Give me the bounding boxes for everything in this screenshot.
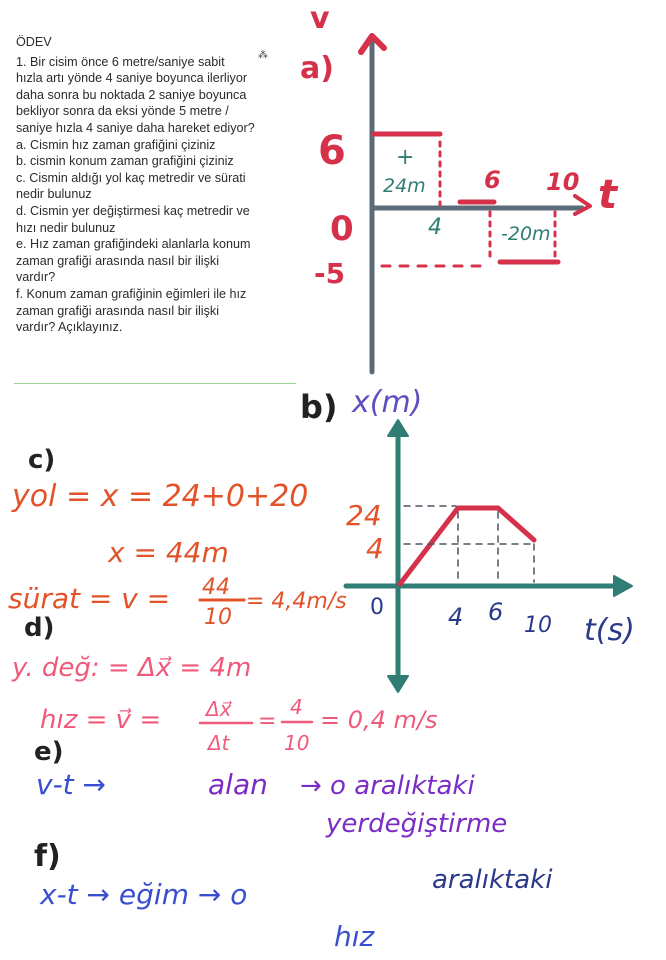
x-axis-label: x(m): [352, 385, 423, 420]
x-tick-10: 10: [546, 168, 580, 196]
c-line-3-result: = 4,4m/s: [246, 589, 347, 614]
question-line: 1. Bir cisim önce 6 metre/saniye sabit: [16, 54, 225, 69]
part-f-label: f): [34, 839, 61, 874]
homework-title: ÖDEV: [16, 35, 52, 49]
c-fraction-numerator: 44: [202, 575, 230, 600]
y-tick-4: 4: [366, 532, 384, 565]
x-tick-10: 10: [524, 613, 552, 638]
pin-mark-icon: ⁂: [258, 50, 268, 61]
y-tick-24: 24: [346, 499, 382, 532]
y-tick-6: 6: [318, 128, 346, 174]
t-axis-label: t(s): [584, 613, 635, 648]
d-line-1: y. değ: = Δx⃗ = 4m: [12, 653, 252, 683]
question-line: zaman grafiği arasında nasıl bir ilişki: [16, 253, 219, 268]
part-d-solution: [11, 613, 438, 755]
y-tick-0: 0: [330, 209, 354, 249]
position-curve: [400, 508, 534, 584]
f-line-2: hız: [334, 920, 375, 953]
t-axis-arrow-icon: [575, 196, 590, 214]
c-fraction-denominator: 10: [204, 605, 232, 630]
part-b-label: b): [300, 388, 338, 426]
x-tick-6: 6: [484, 166, 501, 194]
question-line: c. Cismin aldığı yol kaç metredir ve sürati: [16, 170, 246, 185]
f-aralik: aralıktaki: [432, 865, 553, 895]
question-line: b. cismin konum zaman grafiğini çiziniz: [16, 154, 234, 169]
part-c-solution: [8, 445, 347, 630]
c-line-2: x = 44m: [108, 536, 229, 569]
part-d-label: d): [24, 613, 55, 643]
y-tick-minus5: -5: [314, 257, 346, 290]
x-tick-0: 0: [370, 595, 384, 620]
d-fraction2-denominator: 10: [284, 731, 310, 755]
position-time-graph: [300, 385, 635, 692]
x-tick-4: 4: [428, 215, 442, 240]
d-fraction-denominator: Δt: [208, 731, 230, 755]
part-e-solution: [34, 737, 507, 839]
question-line: vardır?: [16, 270, 56, 285]
question-line: hızı nedir bulunuz: [16, 220, 116, 235]
area-negative: -20m: [501, 223, 551, 245]
question-line: bekliyor sonra da eksi yönde 5 metre /: [16, 104, 229, 119]
question-line: hızla artı yönde 4 saniye boyunca ilerliyor: [16, 71, 248, 86]
right-arrow-icon: [614, 576, 632, 596]
c-line-3: sürat = v =: [8, 582, 171, 615]
d-fraction2-numerator: 4: [290, 695, 303, 719]
t-axis-label: t: [598, 172, 618, 218]
plus-sign: +: [396, 145, 415, 170]
question-line: vardır? Açıklayınız.: [16, 320, 123, 335]
e-line-1: v-t →: [36, 768, 107, 801]
area-positive: 24m: [383, 175, 426, 197]
up-arrow-icon: [388, 420, 408, 436]
d-line-2-result: = 0,4 m/s: [320, 706, 438, 734]
down-arrow-icon: [388, 676, 408, 692]
part-c-label: c): [28, 445, 56, 475]
question-line: nedir bulunuz: [16, 187, 92, 202]
e-line-2: yerdeğiştirme: [326, 809, 508, 839]
x-tick-4: 4: [448, 603, 464, 631]
velocity-time-graph: [300, 1, 619, 372]
part-f-solution: [34, 839, 553, 953]
d-line-2: hız = v⃗ =: [40, 705, 162, 735]
question-line: e. Hız zaman grafiğindeki alanlarla konum: [16, 237, 251, 252]
question-line: a. Cismin hız zaman grafiğini çiziniz: [16, 137, 216, 152]
v-axis-label: v: [310, 1, 330, 36]
question-line: d. Cismin yer değiştirmesi kaç metredir ve: [16, 203, 250, 218]
question-line: daha sonra bu noktada 2 saniye boyunca: [16, 87, 247, 102]
d-equals: =: [258, 709, 277, 734]
question-line: zaman grafiği arasında nasıl bir ilişki: [16, 303, 219, 318]
part-e-label: e): [34, 737, 64, 767]
e-alan: alan: [208, 768, 268, 801]
e-line-1-cont: → o aralıktaki: [300, 771, 475, 801]
question-line: saniye hızla 4 saniye daha hareket ediyor?: [16, 120, 255, 135]
f-line-1: x-t → eğim → o: [40, 878, 248, 911]
part-a-label: a): [300, 51, 334, 86]
d-fraction-numerator: Δx⃗: [206, 697, 232, 721]
question-line: f. Konum zaman grafiğinin eğimleri ile hız: [16, 286, 247, 301]
c-line-1: yol = x = 24+0+20: [12, 479, 309, 514]
x-tick-6: 6: [488, 598, 504, 626]
